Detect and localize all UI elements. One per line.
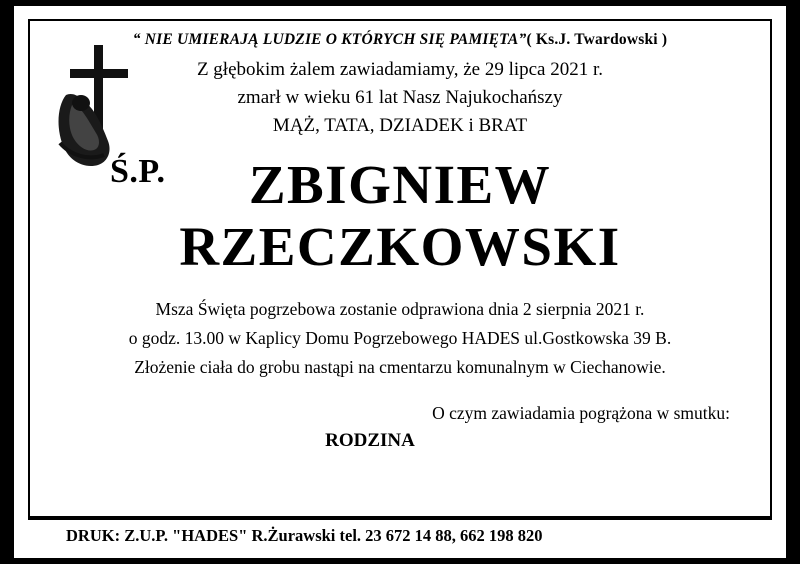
- mourning-border: [14, 6, 786, 558]
- detail-line-2: o godz. 13.00 w Kaplicy Domu Pogrzebowego HADES ul.Gostkowska 39 B.: [128, 328, 672, 349]
- notice-content: [30, 21, 770, 516]
- intro-line-3: MĄŻ, TATA, DZIADEK i BRAT: [272, 114, 528, 136]
- deceased-first-name: ZBIGNIEW: [248, 153, 552, 215]
- quote-text: “ NIE UMIERAJĄ LUDZIE O KTÓRYCH SIĘ PAMIĘTA”: [132, 31, 527, 48]
- detail-line-1: Msza Święta pogrzebowa zostanie odprawiona dnia 2 sierpnia 2021 r.: [155, 299, 645, 320]
- sp-abbreviation: Ś.P.: [110, 153, 166, 190]
- deceased-last-name: RZECZKOWSKI: [179, 215, 621, 277]
- closing-line: O czym zawiadamia pogrążona w smutku:: [432, 403, 730, 424]
- intro-line-2: zmarł w wieku 61 lat Nasz Najukochańszy: [237, 86, 563, 108]
- ceremony-details: [48, 295, 752, 381]
- notice-frame: [28, 19, 772, 518]
- signature-family: RODZINA: [325, 430, 415, 452]
- cross-with-figure-icon: [48, 43, 168, 193]
- intro-line-1: Z głębokim żalem zawiadamiamy, że 29 lipca 2021 r.: [196, 59, 604, 80]
- printer-footer: DRUK: Z.U.P. "HADES" R.Żurawski tel. 23 672 14 88, 662 198 820: [28, 518, 772, 552]
- detail-line-3: Złożenie ciała do grobu nastąpi na cmentarzu komunalnym w Ciechanowie.: [134, 357, 666, 378]
- quote-author: ( Ks.J. Twardowski ): [526, 31, 668, 48]
